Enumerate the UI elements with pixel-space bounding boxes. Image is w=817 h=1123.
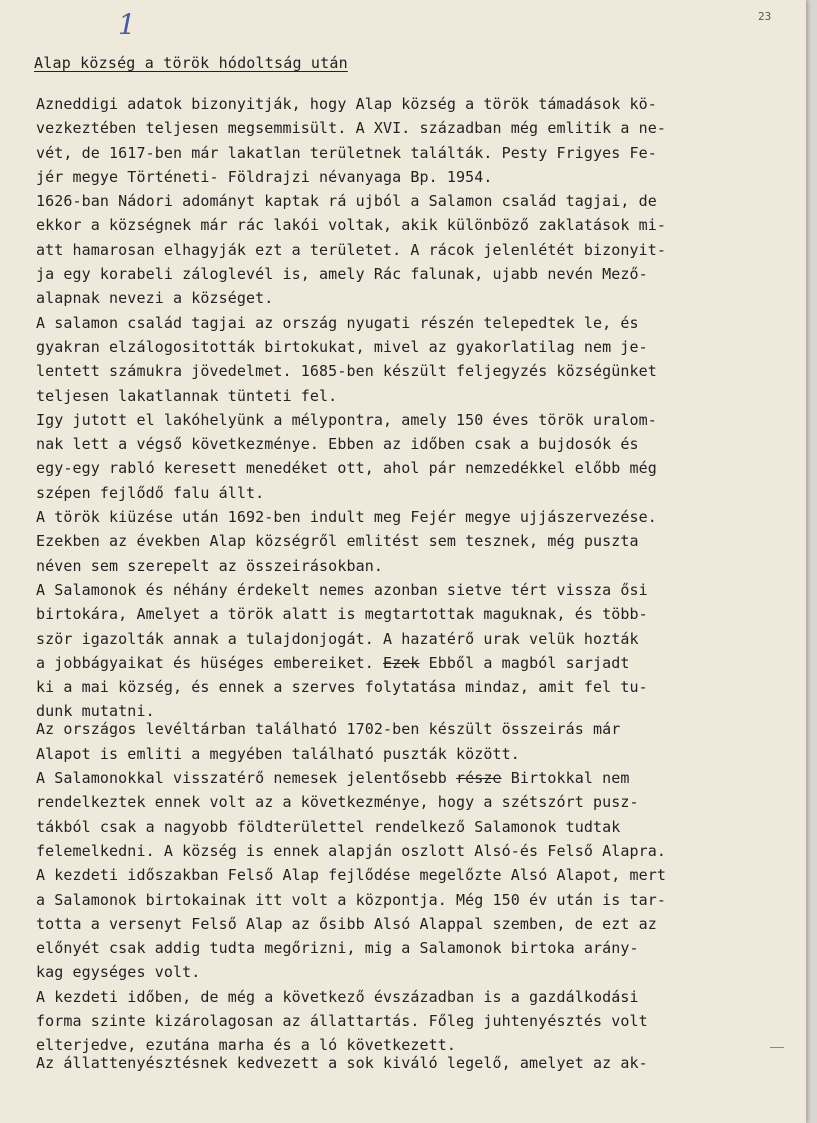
- text-line: Igy jutott el lakóhelyünk a mélypontra, amely 150 éves török uralom-: [36, 410, 657, 429]
- text-line: tákból csak a nagyobb földterülettel rendelkező Salamonok tudtak: [36, 817, 621, 836]
- text-line: A kezdeti időszakban Felső Alap fejlődése megelőzte Alsó Alapot, mert: [36, 866, 667, 885]
- text-line: att hamarosan elhagyják ezt a területet. A rácok jelenlétét bizonyit-: [36, 240, 667, 259]
- text-line: gyakran elzálogositották birtokukat, mivel az gyakorlatilag nem je-: [36, 337, 648, 356]
- document-title: Alap község a török hódoltság után: [34, 54, 348, 72]
- text-line: ja egy korabeli záloglevél is, amely Rác falunak, ujabb nevén Mező-: [36, 265, 648, 284]
- text-line: lentett számukra jövedelmet. 1685-ben készült feljegyzés községünket: [36, 362, 657, 381]
- text-line: Az állattenyésztésnek kedvezett a sok kiváló legelő, amelyet az ak-: [36, 1054, 648, 1073]
- margin-tick-mark: [770, 1047, 784, 1048]
- text-line: A salamon család tagjai az ország nyugati részén telepedtek le, és: [36, 313, 639, 332]
- text-line: felemelkedni. A község is ennek alapján oszlott Alsó-és Felső Alapra.: [36, 841, 667, 860]
- text-line: Alapot is emliti a megyében található puszták között.: [36, 744, 520, 763]
- text-line: nak lett a végső következménye. Ebben az időben csak a bujdosók és: [36, 435, 639, 454]
- document-body: [36, 92, 726, 1076]
- text-line: A Salamonokkal visszatérő nemesek jelentősebb része Birtokkal nem: [36, 769, 630, 788]
- struck-word: Ezek: [382, 653, 420, 672]
- text-line: forma szinte kizárolagosan az állattartás. Főleg juhtenyésztés volt: [36, 1011, 648, 1030]
- text-line: egy-egy rabló keresett menedéket ott, ahol pár nemzedékkel előbb még: [36, 459, 657, 478]
- text-line: vezkeztében teljesen megsemmisült. A XVI. században még emlitik a ne-: [36, 119, 667, 138]
- text-line: ekkor a községnek már rác lakói voltak, akik különböző zaklatások mi-: [36, 216, 667, 235]
- text-line: dunk mutatni.: [36, 702, 155, 721]
- handwritten-page-mark: 1: [118, 8, 136, 41]
- text-line: ki a mai község, és ennek a szerves folytatása mindaz, amit fel tu-: [36, 678, 648, 697]
- text-line: 1626-ban Nádori adományt kaptak rá ujból a Salamon család tagjai, de: [36, 192, 657, 211]
- text-line: totta a versenyt Felső Alap az ősibb Alsó Alappal szemben, de ezt az: [36, 914, 657, 933]
- text-line: A török kiüzése után 1692-ben indult meg Fejér megye ujjászervezése.: [36, 508, 657, 527]
- text-line: kag egységes volt.: [36, 963, 201, 982]
- text-line: a jobbágyaikat és hüséges embereiket. Ezek Ebből a magból sarjadt: [36, 653, 630, 672]
- text-line: elterjedve, ezutána marha és a ló következett.: [36, 1036, 457, 1055]
- text-line: néven sem szerepelt az összeirásokban.: [36, 556, 383, 575]
- text-line: A Salamonok és néhány érdekelt nemes azonban sietve tért vissza ősi: [36, 580, 648, 599]
- text-line: szépen fejlődő falu állt.: [36, 483, 265, 502]
- struck-word: része: [456, 769, 502, 788]
- text-line: Azneddigi adatok bizonyitják, hogy Alap község a török támadások kö-: [36, 95, 657, 113]
- text-line: előnyét csak addig tudta megőrizni, mig a Salamonok birtoka arány-: [36, 939, 639, 958]
- text-line: a Salamonok birtokainak itt volt a központja. Még 150 év után is tar-: [36, 890, 667, 909]
- text-line: ször igazolták annak a tulajdonjogát. A hazatérő urak velük hozták: [36, 629, 639, 648]
- text-line: rendelkeztek ennek volt az a következménye, hogy a szétszórt pusz-: [36, 793, 639, 812]
- text-line: teljesen lakatlannak tünteti fel.: [36, 386, 338, 405]
- text-line: vét, de 1617-ben már lakatlan területnek találták. Pesty Frigyes Fe-: [36, 143, 657, 162]
- text-line: jér megye Történeti- Földrajzi névanyaga Bp. 1954.: [36, 167, 493, 186]
- page-number: 23: [758, 10, 772, 23]
- text-line: alapnak nevezi a községet.: [36, 289, 274, 308]
- text-line: birtokára, Amelyet a török alatt is megtartottak maguknak, és több-: [36, 605, 648, 624]
- text-line: Az országos levéltárban található 1702-ben készült összeirás már: [36, 720, 621, 739]
- text-line: Ezekben az években Alap községről emlitést sem tesznek, még puszta: [36, 532, 639, 551]
- text-line: A kezdeti időben, de még a következő évszázadban is a gazdálkodási: [36, 987, 639, 1006]
